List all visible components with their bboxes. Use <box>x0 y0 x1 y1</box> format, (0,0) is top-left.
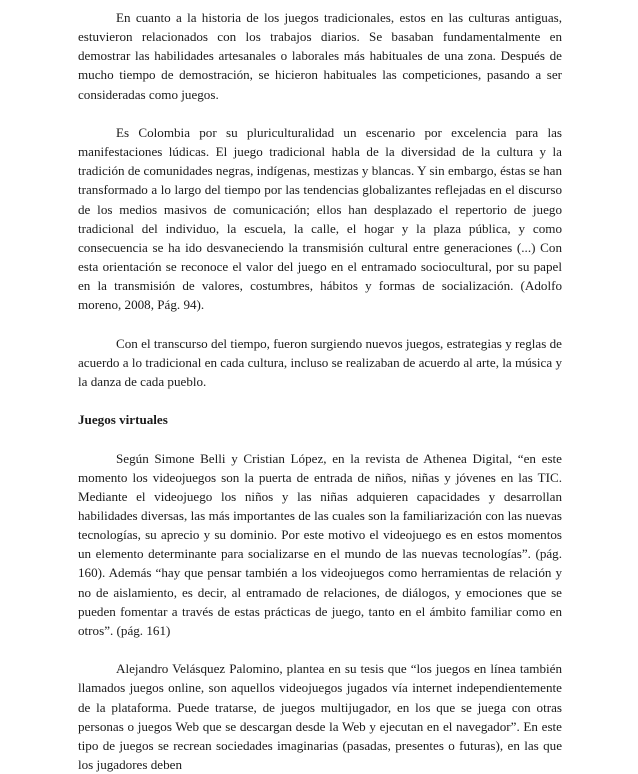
document-page <box>78 8 562 774</box>
section-heading: Juegos virtuales <box>78 412 168 428</box>
paragraph-transcurso: Con el transcurso del tiempo, fueron surgiendo nuevos juegos, estrategias y reglas de acuerdo a lo tradicional en cada cultura, incluso se realizaban de acuerdo al arte, la música y la danza de cada pueblo. <box>78 335 562 389</box>
paragraph-velasquez: Alejandro Velásquez Palomino, plantea en su tesis que “los juegos en línea también llamados juegos online, son aquellos videojuegos jugados vía internet independientemente de la plataforma. Puede tratarse, de juegos multijugador, en los que se juega con otras personas o juegos Web que se descargan desde la Web y ejecutan en el navegador”. En este tipo de juegos se recrean sociedades imaginarias (pasadas, presentes o futuras), en las que los jugadores deben <box>78 661 562 773</box>
paragraph-belli-lopez: Según Simone Belli y Cristian López, en la revista de Athenea Digital, “en este momento los videojuegos son la puerta de entrada de niños, niñas y jóvenes en las TIC. Mediante el videojuego los niños y las niñas adquieren capacidades y desarrollan habilidades diversas, las más importantes de las cuales son la familiarización con las nuevas tecnologías, su aprecio y su dominio. Por este motivo el videojuego es en estos momentos un elemento determinante para socializarse en el mundo de las nuevas tecnologías”. (pág. 160). Además “hay que pensar también a los videojuegos como herramientas de relación y no de aislamiento, es decir, al entramado de relaciones, de diálogos, y emociones que se pueden fomentar a través de estas prácticas de juego, tanto en el ámbito familiar como en otros”. (pág. 161) <box>78 450 562 638</box>
paragraph-history: En cuanto a la historia de los juegos tradicionales, estos en las culturas antiguas, estuvieron relacionados con los trabajos diarios. Se basaban fundamentalmente en demostrar las habilidades artesanales o laborales más habituales de una zona. Después de mucho tiempo de demostración, se hicieron habituales las competiciones, pasando a ser consideradas como juegos. <box>78 10 562 102</box>
paragraph-colombia: Es Colombia por su pluriculturalidad un escenario por excelencia para las manifestaciones lúdicas. El juego tradicional habla de la diversidad de la cultura y la tradición de comunidades negras, indígenas, mestizas y blancas. Y sin embargo, éstas se han transformado a lo largo del tiempo por las tendencias globalizantes reflejadas en el discurso de los medios masivos de comunicación; ellos han desplazado el repertorio de juego tradicional del individuo, la escuela, la calle, el hogar y la plaza pública, y como consecuencia se ha ido desvaneciendo la transmisión cultural entre generaciones (...) Con esta orientación se reconoce el valor del juego en el entramado sociocultural, por su papel en la transmisión de valores, costumbres, hábitos y formas de socialización. (Adolfo moreno, 2008, Pág. 94). <box>78 124 562 313</box>
